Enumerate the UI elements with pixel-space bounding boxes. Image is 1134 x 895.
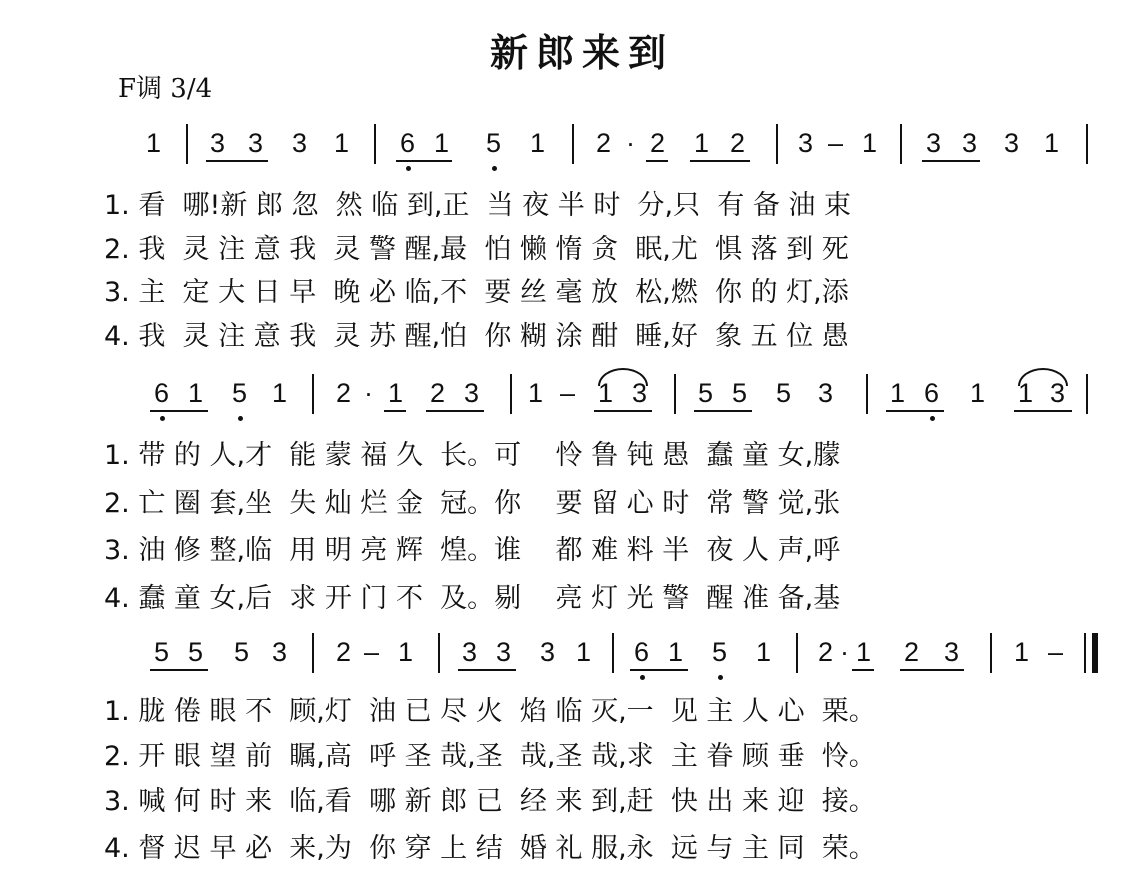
- note: 1: [756, 637, 772, 667]
- note: 2: [596, 128, 612, 158]
- note: 1: [398, 637, 414, 667]
- underline-beam: [900, 669, 964, 671]
- underline-beam: [646, 160, 668, 162]
- note: 3: [272, 637, 288, 667]
- underline-beam: [690, 160, 750, 162]
- note: 2: [650, 128, 666, 158]
- lower-octave-dot: [406, 166, 411, 171]
- note-dash: –: [364, 637, 380, 667]
- note-dash: –: [1048, 637, 1064, 667]
- lyric-line: 4. 蠢 童 女,后 求 开 门 不 及。剔 亮 灯 光 警 醒 准 备,基: [104, 583, 841, 614]
- note: 1: [188, 378, 204, 408]
- note: 1: [576, 637, 592, 667]
- note: 1: [528, 378, 544, 408]
- lower-octave-dot: [640, 675, 645, 680]
- bar-line: [866, 374, 868, 414]
- lyric-line: 3. 喊 何 时 来 临,看 哪 新 郎 已 经 来 到,赶 快 出 来 迎 接。: [104, 786, 876, 817]
- note: 1: [694, 128, 710, 158]
- note: 2: [336, 378, 352, 408]
- lyric-line: 1. 看 哪!新 郎 忽 然 临 到,正 当 夜 半 时 分,只 有 备 油 束: [104, 190, 851, 221]
- note: 1: [856, 637, 872, 667]
- underline-beam: [150, 669, 208, 671]
- note-dot: ·: [626, 128, 635, 158]
- note: 2: [336, 637, 352, 667]
- key-signature: F调 3/4: [118, 74, 213, 104]
- note: 5: [732, 378, 748, 408]
- note: 3: [632, 378, 648, 408]
- underline-beam: [1014, 410, 1072, 412]
- underline-beam: [396, 160, 452, 162]
- tie-slur: [1018, 368, 1068, 386]
- note: 3: [962, 128, 978, 158]
- note: 3: [926, 128, 942, 158]
- lyric-line: 2. 亡 圈 套,坐 失 灿 烂 金 冠。你 要 留 心 时 常 警 觉,张: [104, 488, 841, 519]
- lyric-line: 1. 胧 倦 眼 不 顾,灯 油 已 尽 火 焰 临 灭,一 见 主 人 心 栗。: [104, 696, 876, 727]
- note: 1: [434, 128, 450, 158]
- note: 3: [540, 637, 556, 667]
- note: 1: [1018, 378, 1034, 408]
- lyric-line: 4. 督 迟 早 必 来,为 你 穿 上 结 婚 礼 服,永 远 与 主 同 荣。: [104, 833, 876, 864]
- note: 1: [1014, 637, 1030, 667]
- lyric-line: 2. 我 灵 注 意 我 灵 警 醒,最 怕 懒 惰 贪 眠,尤 惧 落 到 死: [104, 234, 849, 265]
- note-dash: –: [828, 128, 844, 158]
- note: 1: [862, 128, 878, 158]
- bar-line: [312, 633, 314, 673]
- note: 1: [890, 378, 906, 408]
- notation-line-2: [0, 378, 1134, 428]
- underline-beam: [150, 410, 208, 412]
- note: 5: [698, 378, 714, 408]
- lower-octave-dot: [492, 166, 497, 171]
- note-dot: ·: [364, 378, 373, 408]
- bar-line: [776, 124, 778, 164]
- note: 3: [248, 128, 264, 158]
- bar-line: [510, 374, 512, 414]
- note: 3: [1050, 378, 1066, 408]
- bar-line: [990, 633, 992, 673]
- underline-beam: [594, 410, 652, 412]
- note: 3: [818, 378, 834, 408]
- note: 3: [292, 128, 308, 158]
- note: 1: [388, 378, 404, 408]
- underline-beam: [458, 669, 516, 671]
- bar-line: [612, 633, 614, 673]
- note: 1: [334, 128, 350, 158]
- underline-beam: [922, 160, 980, 162]
- notation-line-1: [0, 128, 1134, 178]
- note: 3: [462, 637, 478, 667]
- bar-line: [1086, 124, 1088, 164]
- note: 3: [464, 378, 480, 408]
- note: 6: [400, 128, 416, 158]
- note: 3: [496, 637, 512, 667]
- bar-line: [312, 374, 314, 414]
- bar-line: [186, 124, 188, 164]
- bar-line: [796, 633, 798, 673]
- lower-octave-dot: [160, 416, 165, 421]
- tie-slur: [598, 368, 648, 386]
- note: 5: [232, 378, 248, 408]
- note: 5: [712, 637, 728, 667]
- lyric-line: 3. 油 修 整,临 用 明 亮 辉 煌。谁 都 难 料 半 夜 人 声,呼: [104, 535, 841, 566]
- note: 3: [1004, 128, 1020, 158]
- note: 2: [904, 637, 920, 667]
- note: 5: [188, 637, 204, 667]
- note-dot: ·: [840, 637, 849, 667]
- lower-octave-dot: [238, 416, 243, 421]
- lower-octave-dot: [718, 675, 723, 680]
- underline-beam: [886, 410, 944, 412]
- note: 1: [970, 378, 986, 408]
- note: 2: [818, 637, 834, 667]
- note: 2: [730, 128, 746, 158]
- bar-line: [1086, 374, 1088, 414]
- lyric-line: 4. 我 灵 注 意 我 灵 苏 醒,怕 你 糊 涂 酣 睡,好 象 五 位 愚: [104, 321, 849, 352]
- note: 1: [272, 378, 288, 408]
- underline-beam: [852, 669, 874, 671]
- note: 3: [210, 128, 226, 158]
- note: 1: [530, 128, 546, 158]
- end-bar-thick: [1092, 633, 1098, 673]
- bar-line: [572, 124, 574, 164]
- note: 5: [776, 378, 792, 408]
- note: 1: [146, 128, 162, 158]
- lyric-line: 3. 主 定 大 日 早 晚 必 临,不 要 丝 毫 放 松,燃 你 的 灯,添: [104, 277, 849, 308]
- underline-beam: [206, 160, 268, 162]
- lyric-line: 1. 带 的 人,才 能 蒙 福 久 长。可 怜 鲁 钝 愚 蠢 童 女,朦: [104, 440, 841, 471]
- note: 5: [486, 128, 502, 158]
- note-dash: –: [560, 378, 576, 408]
- bar-line: [674, 374, 676, 414]
- underline-beam: [384, 410, 406, 412]
- note: 6: [634, 637, 650, 667]
- lyric-line: 2. 开 眼 望 前 瞩,高 呼 圣 哉,圣 哉,圣 哉,求 主 眷 顾 垂 怜。: [104, 741, 876, 772]
- note: 5: [154, 637, 170, 667]
- bar-line: [438, 633, 440, 673]
- bar-line: [900, 124, 902, 164]
- note: 2: [430, 378, 446, 408]
- note: 1: [1044, 128, 1060, 158]
- note: 6: [924, 378, 940, 408]
- note: 6: [154, 378, 170, 408]
- note: 1: [598, 378, 614, 408]
- note: 3: [798, 128, 814, 158]
- underline-beam: [694, 410, 752, 412]
- notation-line-3: [0, 637, 1134, 687]
- note: 5: [234, 637, 250, 667]
- lower-octave-dot: [930, 416, 935, 421]
- note: 3: [944, 637, 960, 667]
- bar-line: [374, 124, 376, 164]
- underline-beam: [426, 410, 484, 412]
- underline-beam: [630, 669, 688, 671]
- end-bar-thin: [1084, 633, 1086, 673]
- song-title: 新郎来到: [489, 31, 674, 75]
- note: 1: [668, 637, 684, 667]
